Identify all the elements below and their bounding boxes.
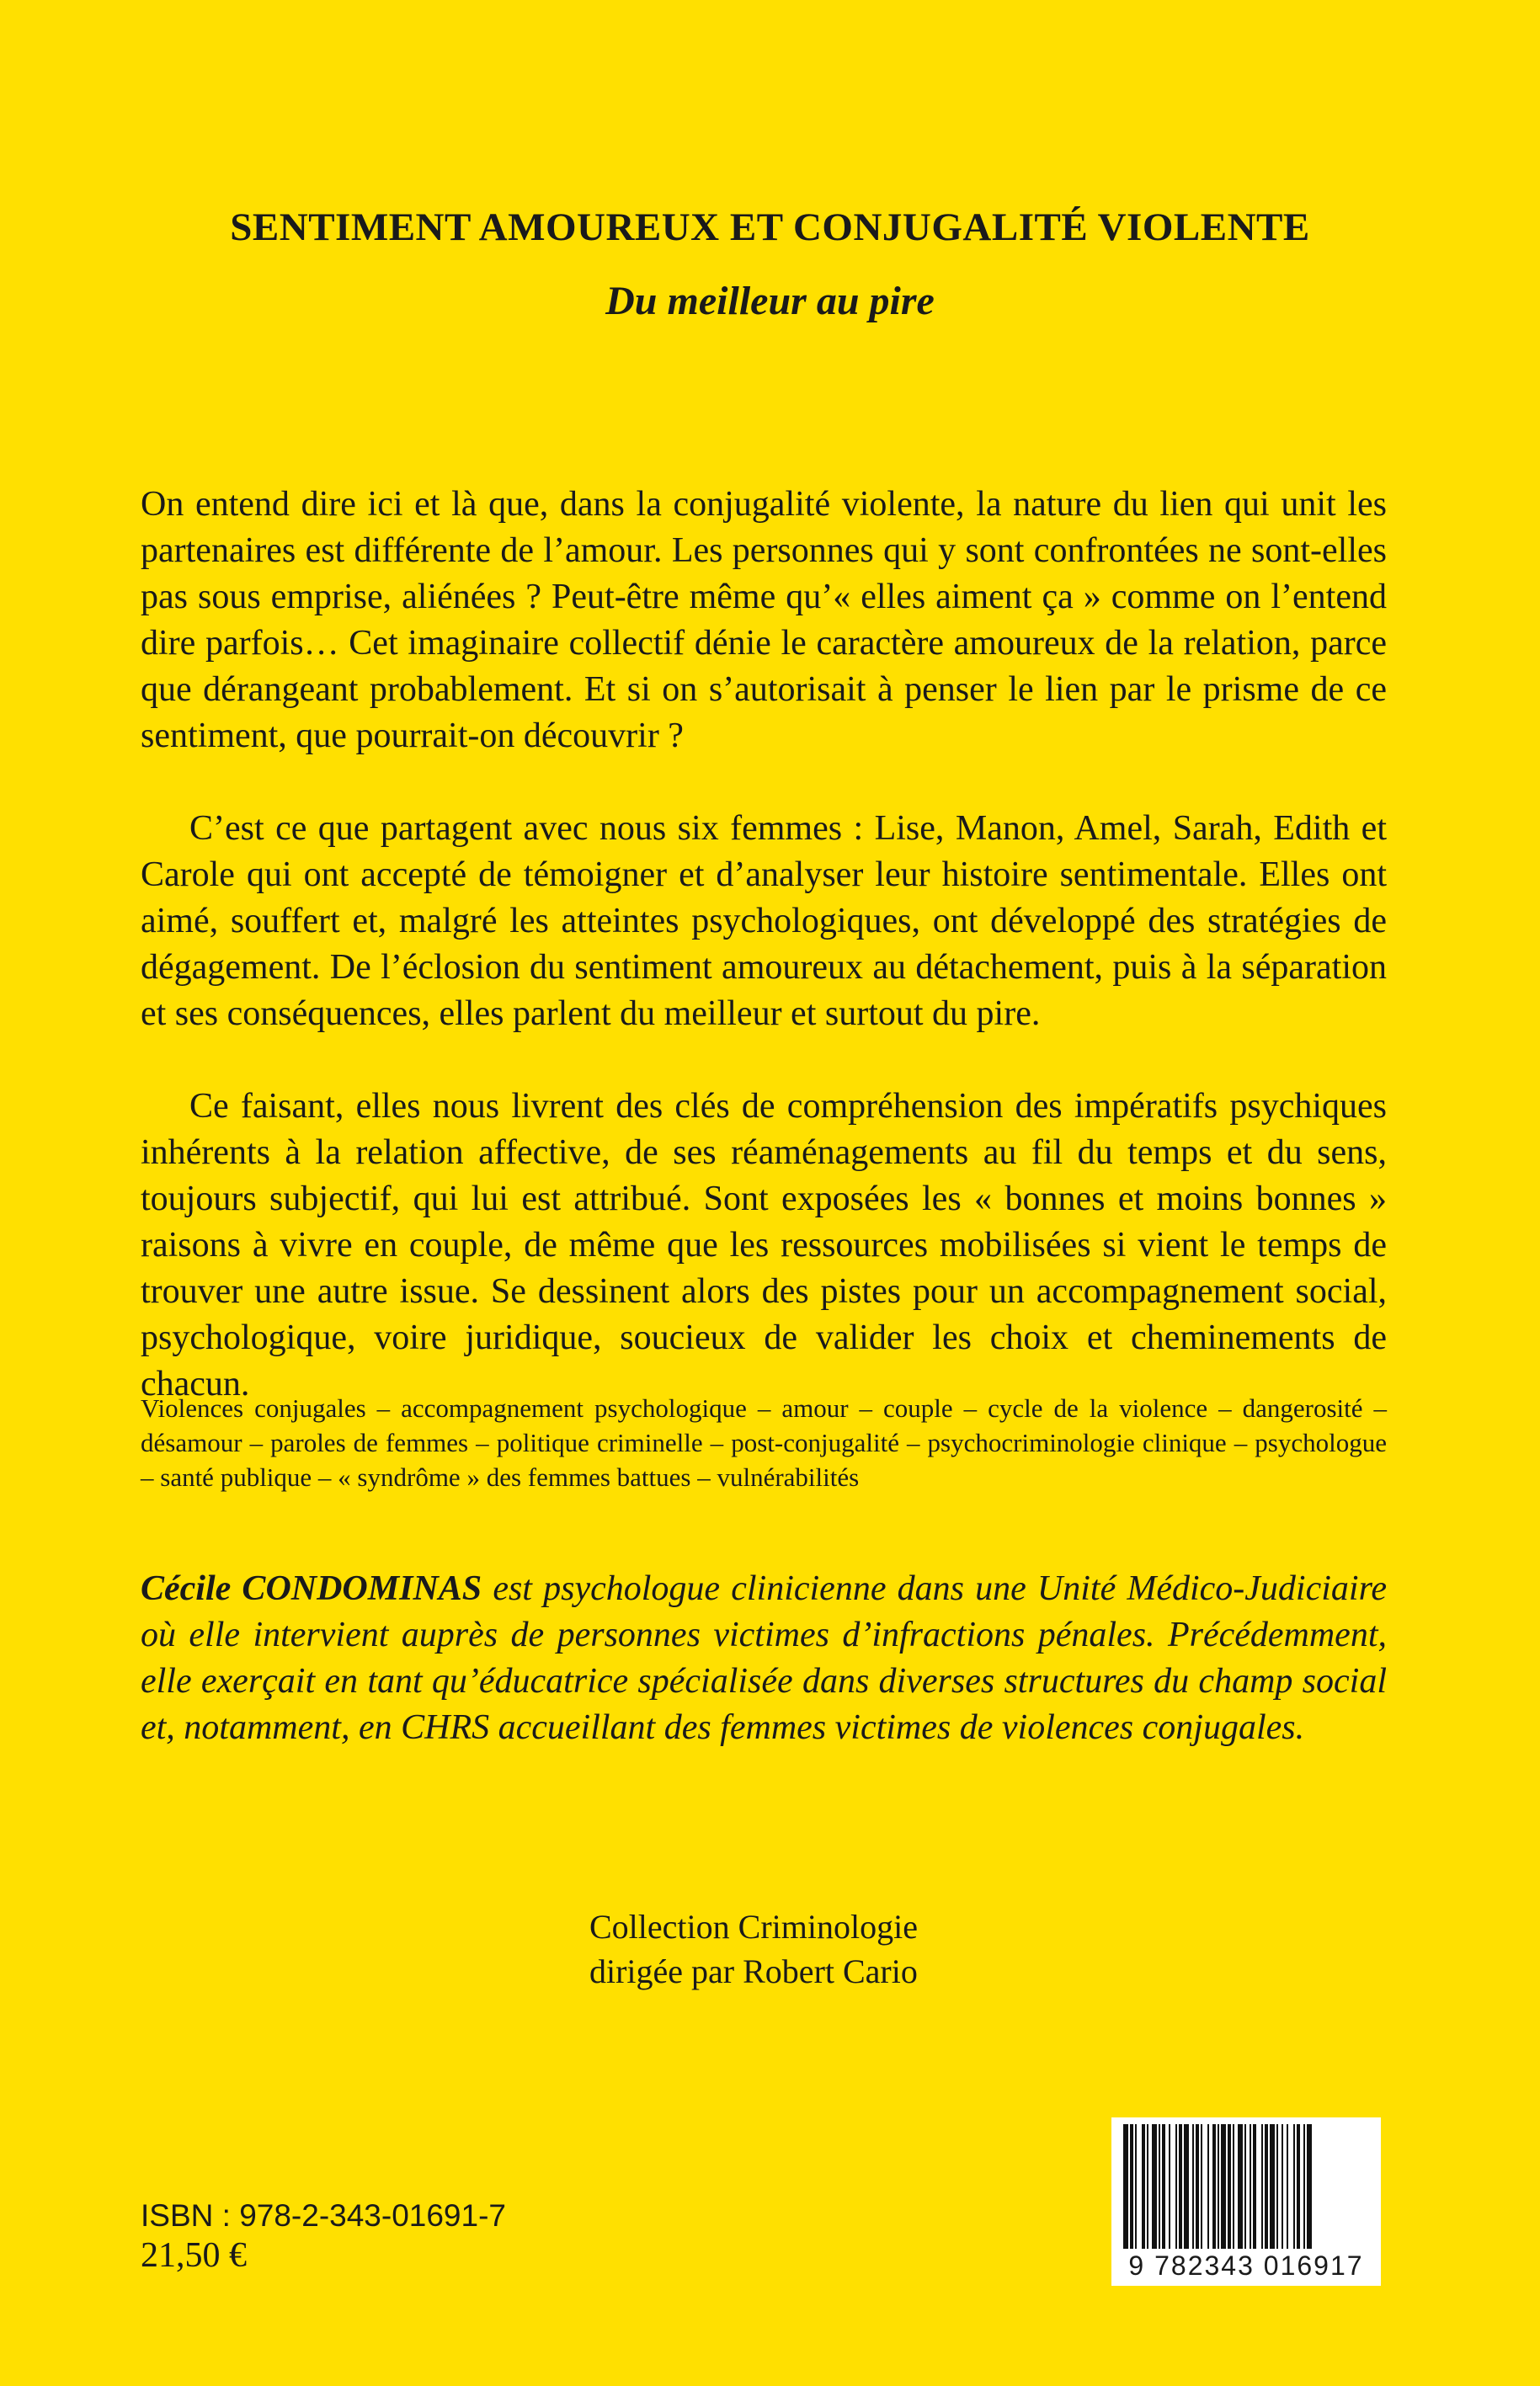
barcode-bar [1142,2124,1145,2249]
barcode-bar [1169,2124,1170,2249]
barcode-bar [1276,2124,1278,2249]
barcode [1111,2117,1381,2286]
barcode-bar [1130,2124,1133,2249]
summary-paragraph: C’est ce que partagent avec nous six femmes : Lise, Manon, Amel, Sarah, Edith et Carole qui ont accepté de témoigner et d’analyser leur histoire sentimentale. Elles ont aimé, souffert et, malgré les atteintes psychologiques, ont développé des stratégies de dégagement. De l’éclosion du sentiment amoureux au détachement, puis à la séparation et ses conséquences, elles parlent du meilleur et surtout du pire. [141,809,1387,1033]
barcode-bar [1250,2124,1251,2249]
collection-name: Collection Criminologie [589,1908,918,1946]
barcode-bar [1221,2124,1226,2249]
barcode-bar [1196,2124,1199,2249]
barcode-bar [1270,2124,1275,2249]
barcode-bar [1244,2124,1246,2249]
barcode-bar [1135,2124,1137,2249]
barcode-bar [1162,2124,1165,2249]
barcode-bar [1123,2124,1128,2249]
barcode-bar [1228,2124,1231,2249]
price: 21,50 € [141,2236,247,2275]
collection-info [589,1904,918,1994]
book-title: SENTIMENT AMOUREUX ET CONJUGALITÉ VIOLENTE [230,205,1310,249]
barcode-bar [1233,2124,1234,2249]
barcode-bar [1175,2124,1177,2249]
author-bio-text: est psychologue clinicienne dans une Unité Médico-Judiciaire où elle intervient auprès de personnes victimes d’infractions pénales. Précédemment, elle exerçait en tant qu’éducatrice spécialisée dans diverses structures du champ social et, notamment, en CHRS accueillant des femmes victimes de violences conjugales. [141,1569,1387,1747]
barcode-bar [1261,2124,1263,2249]
barcode-bar [1265,2124,1268,2249]
summary [141,482,1387,1408]
barcode-number: 9 782343 016917 [1128,2250,1364,2281]
barcode-bar [1201,2124,1202,2249]
barcode-bar [1192,2124,1194,2249]
barcode-bar [1212,2124,1216,2249]
barcode-bar [1184,2124,1189,2249]
barcode-bar [1303,2124,1305,2249]
barcode-bar [1218,2124,1219,2249]
book-subtitle: Du meilleur au pire [605,279,935,323]
barcode-bar [1238,2124,1243,2249]
author-bio [141,1566,1387,1751]
author-name: Cécile CONDOMINAS [141,1569,482,1608]
barcode-bar [1282,2124,1283,2249]
keywords: Violences conjugales – accompagnement psychologique – amour – couple – cycle de la violence – dangerosité – désamour – paroles de femmes – politique criminelle – post-conjugalité – psychocriminologie clinique – psychologue – santé publique – « syndrôme » des femmes battues – vulnérabilités [141,1393,1387,1492]
barcode-bar [1207,2124,1209,2249]
summary-paragraph: Ce faisant, elles nous livrent des clés de compréhension des impératifs psychiques inhérents à la relation affective, de ses réaménagements au fil du temps et du sens, toujours subjectif, qui lui est attribué. Sont exposées les « bonnes et moins bonnes » raisons à vivre en couple, de même que les ressources mobilisées si vient le temps de trouver une autre issue. Se dessinent alors des pistes pour un accompagnement social, psychologique, voire juridique, soucieux de valider les choix et cheminements de chacun. [141,1087,1387,1403]
barcode-bar [1297,2124,1300,2249]
barcode-bar [1307,2124,1312,2249]
barcode-bar [1287,2124,1288,2249]
summary-paragraph: On entend dire ici et là que, dans la conjugalité violente, la nature du lien qui unit les partenaires est différente de l’amour. Les personnes qui y sont confrontées ne sont-elles pas sous emprise, aliénées ? Peut-être même qu’« elles aiment ça » comme on l’entend dire parfois… Cet imaginaire collectif dénie le caractère amoureux de la relation, parce que dérangeant probablement. Et si on s’autorisait à penser le lien par le prisme de ce sentiment, que pourrait-on découvrir ? [141,485,1387,755]
isbn: ISBN : 978-2-343-01691-7 [141,2198,506,2233]
barcode-bar [1293,2124,1295,2249]
barcode-bar [1152,2124,1157,2249]
barcode-bar [1253,2124,1256,2249]
collection-director: dirigée par Robert Cario [589,1952,918,1990]
barcode-bar [1159,2124,1160,2249]
barcode-bar [1179,2124,1182,2249]
barcode-bar [1147,2124,1148,2249]
barcode-icon [1123,2124,1369,2249]
